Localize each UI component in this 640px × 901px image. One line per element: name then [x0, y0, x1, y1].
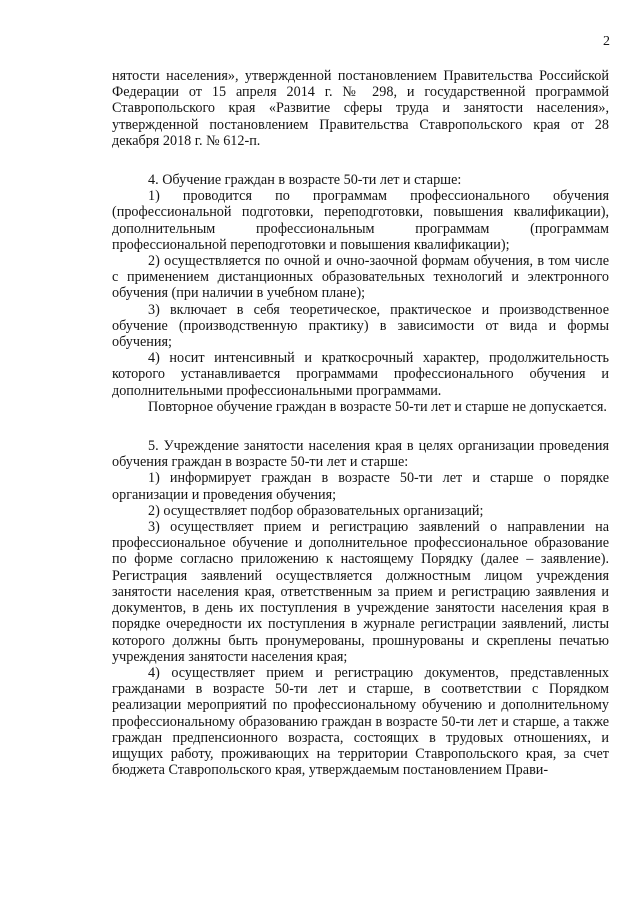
section-4-item: 1) проводится по программам профессионального обучения (профессиональной подготовки, переподготовки, повышения квалификации), дополнительным профессиональным программам (программам профессиональной переподготовки и повышения квалификации); — [112, 188, 609, 253]
intro-paragraph: нятости населения», утвержденной постановлением Правительства Российской Федерации от 15 апреля 2014 г. № 298, и государственной программой Ставропольского края «Развитие сферы труда и занятости населения», утвержденной постановлением Правительства Ставропольского края от 28 декабря 2018 г. № 612-п. — [112, 68, 609, 149]
section-4-item: 2) осуществляется по очной и очно-заочной формам обучения, в том числе с применением дистанционных образовательных технологий и электронного обучения (при наличии в учебном плане); — [112, 253, 609, 302]
section-4-item: 4) носит интенсивный и краткосрочный характер, продолжительность которого устанавливается программами профессионального обучения и дополнительными профессиональными программами. — [112, 350, 609, 399]
section-4-heading: 4. Обучение граждан в возрасте 50-ти лет и старше: — [148, 172, 462, 189]
section-5-heading: 5. Учреждение занятости населения края в целях организации проведения обучения граждан в возрасте 50-ти лет и старше: — [112, 438, 609, 471]
section-5-item: 1) информирует граждан в возрасте 50-ти лет и старше о порядке организации и проведения обучения; — [112, 470, 609, 503]
section-4-item: 3) включает в себя теоретическое, практическое и производственное обучение (производственную практику) в зависимости от вида и формы обучения; — [112, 301, 609, 351]
page-number: 2 — [603, 34, 610, 49]
section-5-item: 4) осуществляет прием и регистрацию документов, представленных гражданами в возрасте 50-ти лет и старше, в соответствии с Порядком реализации мероприятий по профессиональному обучению и дополнительному профессиональному образованию граждан в возрасте 50-ти лет и старше, а также граждан предпенсионного возраста, состоящих в трудовых отношениях, и ищущих работу, проживающих на территории Ставропольского края, за счет бюджета Ставропольского края, утверждаемым постановлением Прави- — [112, 664, 609, 779]
section-5-item: 3) осуществляет прием и регистрацию заявлений о направлении на профессиональное обучение и дополнительное профессиональное образование по форме согласно приложению к настоящему Порядку (далее – заявление). Регистрация заявлений осуществляется должностным лицом учреждения занятости населения края, ответственным за прием и регистрацию заявления и документов, в день их поступления в учреждение занятости населения края в порядке очередности их поступления в журнале регистрации заявлений, листы которого должны быть пронумерованы, прошнурованы и скреплены печатью учреждения занятости населения края; — [112, 519, 609, 665]
section-5-item: 2) осуществляет подбор образовательных организаций; — [148, 502, 484, 519]
section-spacer — [112, 149, 609, 172]
section-4-closing: Повторное обучение граждан в возрасте 50-ти лет и старше не допускается. — [148, 398, 607, 415]
section-spacer — [112, 415, 609, 438]
document-body — [112, 68, 609, 778]
